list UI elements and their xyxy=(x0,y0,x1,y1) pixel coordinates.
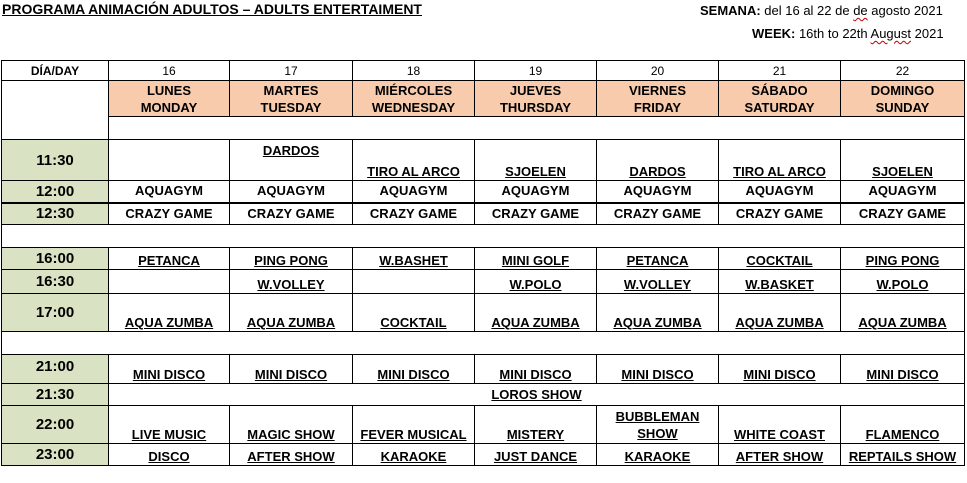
day-es: MIÉRCOLES xyxy=(374,82,453,98)
semana-line xyxy=(700,3,943,18)
activity-label: CRAZY GAME xyxy=(369,205,458,221)
activity-label: COCKTAIL xyxy=(380,315,447,330)
activity-cell xyxy=(597,270,719,294)
activity-cell xyxy=(597,294,719,332)
activity-cell xyxy=(109,140,230,181)
activity-label: AQUAGYM xyxy=(257,183,325,199)
activity-cell xyxy=(597,140,719,181)
activity-label: WHITE COAST xyxy=(734,427,825,442)
activity-cell xyxy=(841,181,965,203)
activity-cell xyxy=(597,181,719,203)
activity-label: AQUA ZUMBA xyxy=(613,315,702,330)
activity-cell xyxy=(719,181,841,203)
time-cell: 21:30 xyxy=(2,384,109,406)
activity-cell xyxy=(597,203,719,225)
semana-de: de xyxy=(853,3,868,18)
activity-label: CRAZY GAME xyxy=(491,205,580,221)
date-cell: 22 xyxy=(841,61,965,81)
semana-text: del 16 al 22 de xyxy=(760,3,854,18)
activity-label: AQUA ZUMBA xyxy=(124,315,214,330)
activity-label: MINI DISCO xyxy=(254,367,328,382)
date-cell: 18 xyxy=(353,61,475,81)
activity-cell xyxy=(719,140,841,181)
dayname-row xyxy=(2,81,965,117)
day-en: SUNDAY xyxy=(875,99,930,115)
activity-label: AQUAGYM xyxy=(135,183,203,199)
activity-cell xyxy=(475,355,597,384)
day-header-thursday xyxy=(475,81,597,117)
activity-label: MINI DISCO xyxy=(621,367,694,382)
time-cell: 11:30 xyxy=(2,140,109,181)
activity-cell xyxy=(109,444,230,466)
activity-cell xyxy=(841,355,965,384)
activity-cell xyxy=(230,203,353,225)
activity-cell xyxy=(109,294,230,332)
corner-label: DÍA/DAY xyxy=(2,61,109,81)
activity-cell xyxy=(841,294,965,332)
activity-cell xyxy=(353,355,475,384)
activity-cell xyxy=(353,181,475,203)
spacer-cell xyxy=(109,117,965,140)
activity-cell xyxy=(841,406,965,444)
week-august: August xyxy=(870,26,912,41)
day-en: WEDNESDAY xyxy=(371,99,456,115)
time-cell: 23:00 xyxy=(2,444,109,466)
activity-cell xyxy=(597,406,719,444)
activity-cell xyxy=(230,181,353,203)
activity-cell xyxy=(475,294,597,332)
activity-cell xyxy=(353,270,475,294)
schedule-row xyxy=(2,355,965,384)
day-header-sunday xyxy=(841,81,965,117)
schedule-row xyxy=(2,384,965,406)
day-es: VIERNES xyxy=(628,82,687,98)
week-text: 16th to 22th xyxy=(795,26,871,41)
spacer-row xyxy=(2,117,965,140)
week-end: 2021 xyxy=(911,26,944,41)
activity-label: MINI DISCO xyxy=(132,367,206,382)
day-header-monday xyxy=(109,81,230,117)
time-cell: 16:00 xyxy=(2,248,109,270)
activity-cell xyxy=(475,203,597,225)
activity-label: AFTER SHOW xyxy=(247,449,335,464)
activity-label: JUST DANCE xyxy=(493,449,578,464)
day-es: DOMINGO xyxy=(870,82,935,98)
activity-label: CRAZY GAME xyxy=(613,205,702,221)
activity-cell xyxy=(475,248,597,270)
date-cell: 16 xyxy=(109,61,230,81)
activity-label: FEVER MUSICAL xyxy=(360,427,467,442)
activity-label: DARDOS xyxy=(262,143,320,158)
activity-label: TIRO AL ARCO xyxy=(367,164,460,179)
activity-label: AQUAGYM xyxy=(501,183,570,199)
activity-cell xyxy=(230,248,353,270)
activity-label: AQUAGYM xyxy=(868,183,937,199)
activity-label: MINI DISCO xyxy=(377,367,450,382)
activity-cell xyxy=(841,203,965,225)
semana-label: SEMANA: xyxy=(700,3,761,18)
activity-label: MINI DISCO xyxy=(743,367,816,382)
activity-cell xyxy=(230,140,353,181)
activity-label: KARAOKE xyxy=(624,449,691,464)
activity-label: AQUAGYM xyxy=(745,183,814,199)
activity-cell xyxy=(353,140,475,181)
activity-cell xyxy=(109,181,230,203)
blank-corner xyxy=(2,81,109,140)
activity-label: CRAZY GAME xyxy=(125,205,213,221)
activity-cell xyxy=(230,270,353,294)
semana-end: agosto 2021 xyxy=(867,3,943,18)
activity-label: REPTAILS SHOW xyxy=(848,449,957,464)
activity-label: MINI GOLF xyxy=(501,253,570,268)
activity-cell xyxy=(475,444,597,466)
activity-cell xyxy=(109,355,230,384)
activity-cell xyxy=(841,248,965,270)
day-en: SATURDAY xyxy=(744,99,815,115)
schedule-row xyxy=(2,444,965,466)
date-cell: 17 xyxy=(230,61,353,81)
gap-cell xyxy=(2,225,965,248)
activity-cell xyxy=(353,406,475,444)
activity-label: DISCO xyxy=(148,449,190,464)
activity-label: AQUA ZUMBA xyxy=(246,315,336,330)
activity-label: BUBBLEMAN SHOW xyxy=(615,409,700,441)
activity-label: W.VOLLEY xyxy=(623,277,692,292)
activity-cell xyxy=(597,355,719,384)
activity-label: AQUAGYM xyxy=(623,183,692,199)
activity-cell xyxy=(109,203,230,225)
activity-label: COCKTAIL xyxy=(746,253,813,268)
time-cell: 17:00 xyxy=(2,294,109,332)
activity-cell xyxy=(719,406,841,444)
day-es: JUEVES xyxy=(509,82,562,98)
activity-cell xyxy=(719,203,841,225)
activity-cell xyxy=(353,248,475,270)
activity-label: W.POLO xyxy=(876,277,929,292)
time-cell: 21:00 xyxy=(2,355,109,384)
activity-cell xyxy=(475,406,597,444)
activity-label: AQUA ZUMBA xyxy=(735,315,824,330)
activity-label: SJOELEN xyxy=(872,164,933,179)
activity-label: PING PONG xyxy=(254,253,328,268)
activity-cell xyxy=(475,181,597,203)
activity-label: W.BASKET xyxy=(745,277,814,292)
schedule-row xyxy=(2,181,965,203)
activity-cell xyxy=(353,444,475,466)
activity-cell xyxy=(719,444,841,466)
activity-label: SJOELEN xyxy=(505,164,566,179)
activity-label: CRAZY GAME xyxy=(735,205,824,221)
time-cell: 12:30 xyxy=(2,203,109,225)
date-cell: 21 xyxy=(719,61,841,81)
page-title: PROGRAMA ANIMACIÓN ADULTOS – ADULTS ENTERTAIMENT xyxy=(2,1,422,17)
activity-label: KARAOKE xyxy=(380,449,447,464)
activity-cell xyxy=(841,444,965,466)
day-es: SÁBADO xyxy=(751,82,808,98)
activity-label: PETANCA xyxy=(626,253,689,268)
activity-cell xyxy=(475,140,597,181)
activity-label: LOROS SHOW xyxy=(491,386,582,402)
activity-label: TIRO AL ARCO xyxy=(733,164,826,179)
day-header-friday xyxy=(597,81,719,117)
activity-cell xyxy=(719,248,841,270)
activity-cell xyxy=(597,444,719,466)
activity-label: MINI DISCO xyxy=(499,367,572,382)
gap-cell xyxy=(2,332,965,355)
activity-label: AQUA ZUMBA xyxy=(491,315,580,330)
activity-label: CRAZY GAME xyxy=(858,205,947,221)
schedule-row xyxy=(2,270,965,294)
activity-label: PETANCA xyxy=(138,253,200,268)
day-en: THURSDAY xyxy=(499,99,572,115)
activity-label: CRAZY GAME xyxy=(247,205,335,221)
activity-cell xyxy=(719,355,841,384)
day-header-tuesday xyxy=(230,81,353,117)
activity-label: LIVE MUSIC xyxy=(131,427,207,442)
week-line xyxy=(752,26,944,41)
gap-row xyxy=(2,332,965,355)
activity-label: W.POLO xyxy=(509,277,562,292)
activity-cell xyxy=(597,248,719,270)
day-header-wednesday xyxy=(353,81,475,117)
activity-label: MISTERY xyxy=(506,427,565,442)
activity-label: FLAMENCO xyxy=(865,427,940,442)
time-cell: 22:00 xyxy=(2,406,109,444)
activity-cell xyxy=(230,294,353,332)
activity-label: MAGIC SHOW xyxy=(247,427,335,442)
activity-cell xyxy=(353,203,475,225)
day-en: FRIDAY xyxy=(633,99,682,115)
day-en: TUESDAY xyxy=(260,99,322,115)
activity-label: AQUA ZUMBA xyxy=(858,315,947,330)
activity-cell xyxy=(109,406,230,444)
activity-cell xyxy=(230,444,353,466)
activity-cell xyxy=(719,294,841,332)
activity-label: MINI DISCO xyxy=(866,367,939,382)
schedule-row xyxy=(2,294,965,332)
activity-cell xyxy=(109,270,230,294)
activity-cell xyxy=(841,140,965,181)
activity-cell xyxy=(719,270,841,294)
day-header-saturday xyxy=(719,81,841,117)
activity-cell-merged xyxy=(109,384,965,406)
schedule-table xyxy=(1,60,965,466)
day-en: MONDAY xyxy=(140,99,198,115)
activity-label: W.VOLLEY xyxy=(257,277,325,292)
date-row xyxy=(2,61,965,81)
activity-label: AQUAGYM xyxy=(379,183,448,199)
date-cell: 20 xyxy=(597,61,719,81)
schedule-row xyxy=(2,203,965,225)
schedule-row xyxy=(2,140,965,181)
week-label: WEEK: xyxy=(752,26,796,41)
activity-cell xyxy=(109,248,230,270)
gap-row xyxy=(2,225,965,248)
time-cell: 12:00 xyxy=(2,181,109,203)
activity-cell xyxy=(841,270,965,294)
activity-cell xyxy=(475,270,597,294)
day-es: LUNES xyxy=(146,82,192,98)
schedule-row xyxy=(2,248,965,270)
activity-label: PING PONG xyxy=(865,253,940,268)
activity-cell xyxy=(353,294,475,332)
day-es: MARTES xyxy=(263,82,319,98)
activity-label: DARDOS xyxy=(629,164,686,179)
date-cell: 19 xyxy=(475,61,597,81)
activity-cell xyxy=(230,406,353,444)
activity-cell xyxy=(230,355,353,384)
schedule-row xyxy=(2,406,965,444)
activity-label: W.BASHET xyxy=(379,253,448,268)
activity-label: AFTER SHOW xyxy=(735,449,824,464)
time-cell: 16:30 xyxy=(2,270,109,294)
